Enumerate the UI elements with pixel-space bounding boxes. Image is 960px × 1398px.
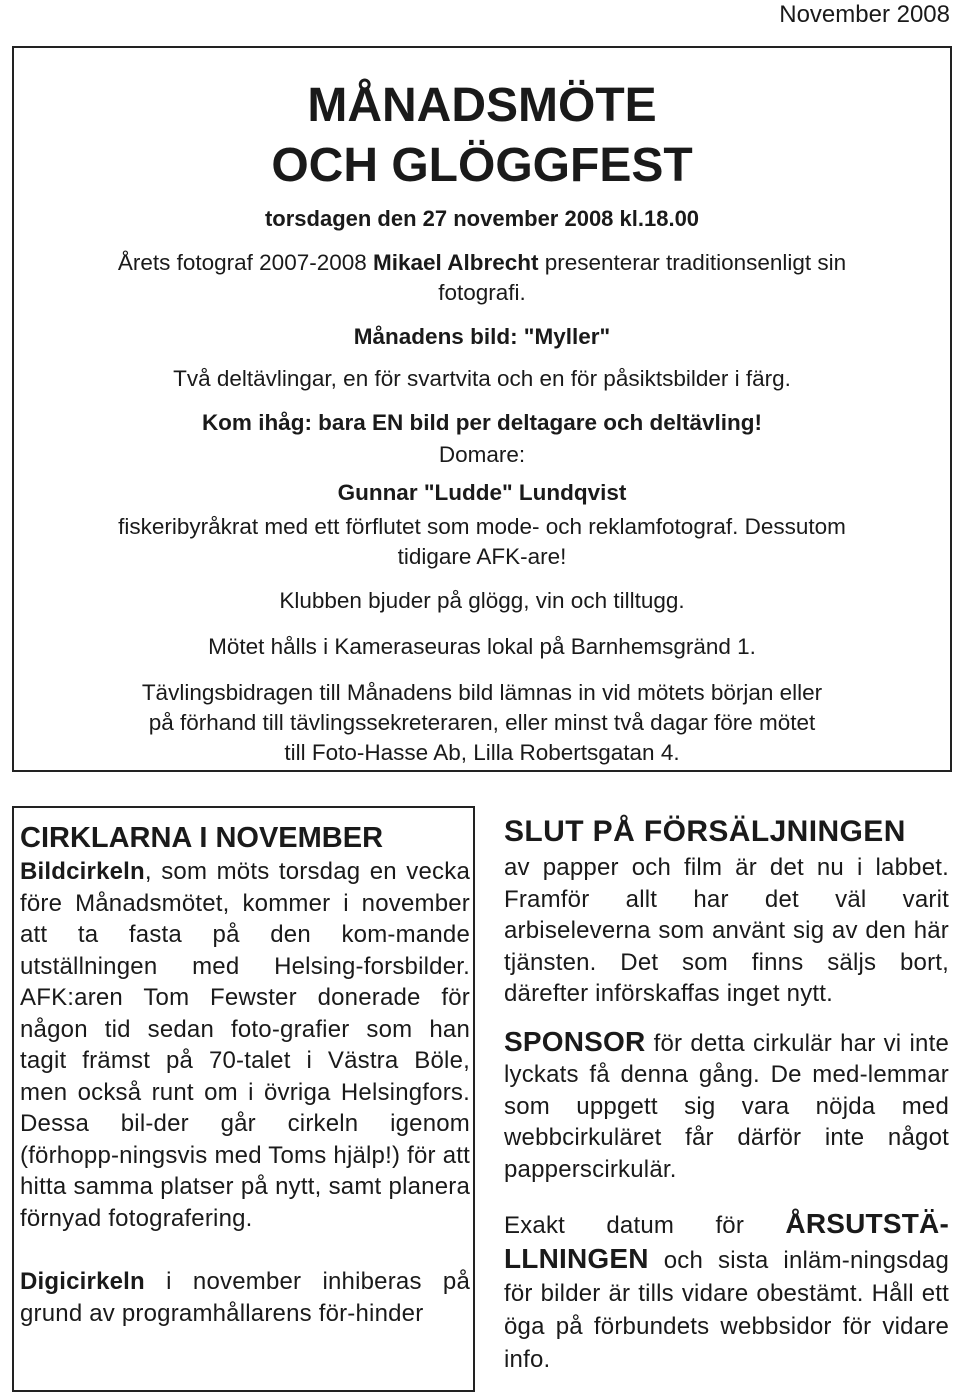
meeting-announcement-box [12,46,952,772]
photographer-line [14,248,950,278]
submission-line3: till Foto-Hasse Ab, Lilla Robertsgatan 4. [284,740,680,765]
judge-name: Gunnar "Ludde" Lundqvist [337,480,627,505]
judge-description-line1: fiskeribyråkrat med ett förflutet som mode- och reklamfotograf. Dessutom [118,514,846,539]
photographer-suffix: presenterar traditionsenligt sin [538,250,847,275]
meeting-title-line1: MÅNADSMÖTE [307,79,657,132]
bildcirkeln-name: Bildcirkeln [20,858,145,885]
meeting-location: Mötet hålls i Kameraseuras lokal på Barnhemsgränd 1. [208,634,756,659]
exhibition-text: och sista inläm-ningsdag för bilder är tills vidare obestämt. Håll ett öga på förbundets webbsidor för vidare info. [504,1247,949,1373]
judge-description-line2: tidigare AFK-are! [397,544,567,569]
digicirkeln-text: i november inhiberas på grund av programhållarens för-hinder [20,1268,470,1327]
meeting-title-line2: OCH GLÖGGFEST [271,139,693,192]
circles-box [12,806,475,1392]
photographer-prefix: Årets fotograf 2007-2008 [117,250,374,275]
bildcirkeln-text: , som möts torsdag en vecka före Månadsmötet, kommer i november att ta fasta på den kom-mande utställningen med Helsing-forsbilder. AFK:aren Tom Fewster donerade för någon tid sedan foto-grafier som han tagit främst på 70-talet i Västra Böle, men också runt om i övriga Helsingfors. Dessa bil-der går cirkeln igenom (förhopp-ningsvis med Toms hjälp!) för att hitta samma platser på nytt, samt planera förnyad fotografering. [20,858,470,1232]
submission-line2: på förhand till tävlingssekreteraren, eller minst två dagar före mötet [148,710,816,735]
exhibition-prefix: Exakt datum för [504,1212,786,1239]
submission-line1: Tävlingsbidragen till Månadens bild lämnas in vid mötets början eller [141,680,823,705]
reminder: Kom ihåg: bara EN bild per deltagare och deltävling! [201,410,763,435]
bildcirkeln-paragraph [20,856,470,1234]
photographer-line2: fotografi. [438,280,526,305]
sponsor-text: för detta cirkulär har vi inte lyckats få denna gång. De med-lemmar som uppgett sig vara nöjda med webbcirkuläret får därför inte något papperscirkulär. [504,1029,949,1183]
digicirkeln-paragraph [20,1266,470,1329]
refreshments: Klubben bjuder på glögg, vin och tilltugg. [279,588,685,613]
sponsor-title: SPONSOR [504,1025,646,1057]
right-column [504,812,949,1376]
monthly-picture-theme: Månadens bild: "Myller" [353,324,611,349]
photographer-name: Mikael Albrecht [373,250,539,275]
judge-label: Domare: [438,442,526,467]
meeting-datetime: torsdagen den 27 november 2008 kl.18.00 [264,206,700,231]
exhibition-title: ÅRSUTSTÄ-LLNINGEN [504,1208,949,1274]
exhibition-paragraph [504,1207,949,1376]
sold-out-title: SLUT PÅ FÖRSÄLJNINGEN [504,815,906,848]
sponsor-paragraph [504,1026,949,1186]
sold-out-text: av papper och film är det nu i labbet. Framför allt har det väl varit arbiseleverna som använt sig av den här tjänsten. Det som finns säljs bort, därefter införskaffas inget nytt. [504,854,949,1007]
digicirkeln-name: Digicirkeln [20,1268,145,1295]
circles-title: CIRKLARNA I NOVEMBER [20,822,384,854]
subcompetitions: Två deltävlingar, en för svartvita och en för påsiktsbilder i färg. [173,366,791,391]
document-date: November 2008 [779,1,950,28]
